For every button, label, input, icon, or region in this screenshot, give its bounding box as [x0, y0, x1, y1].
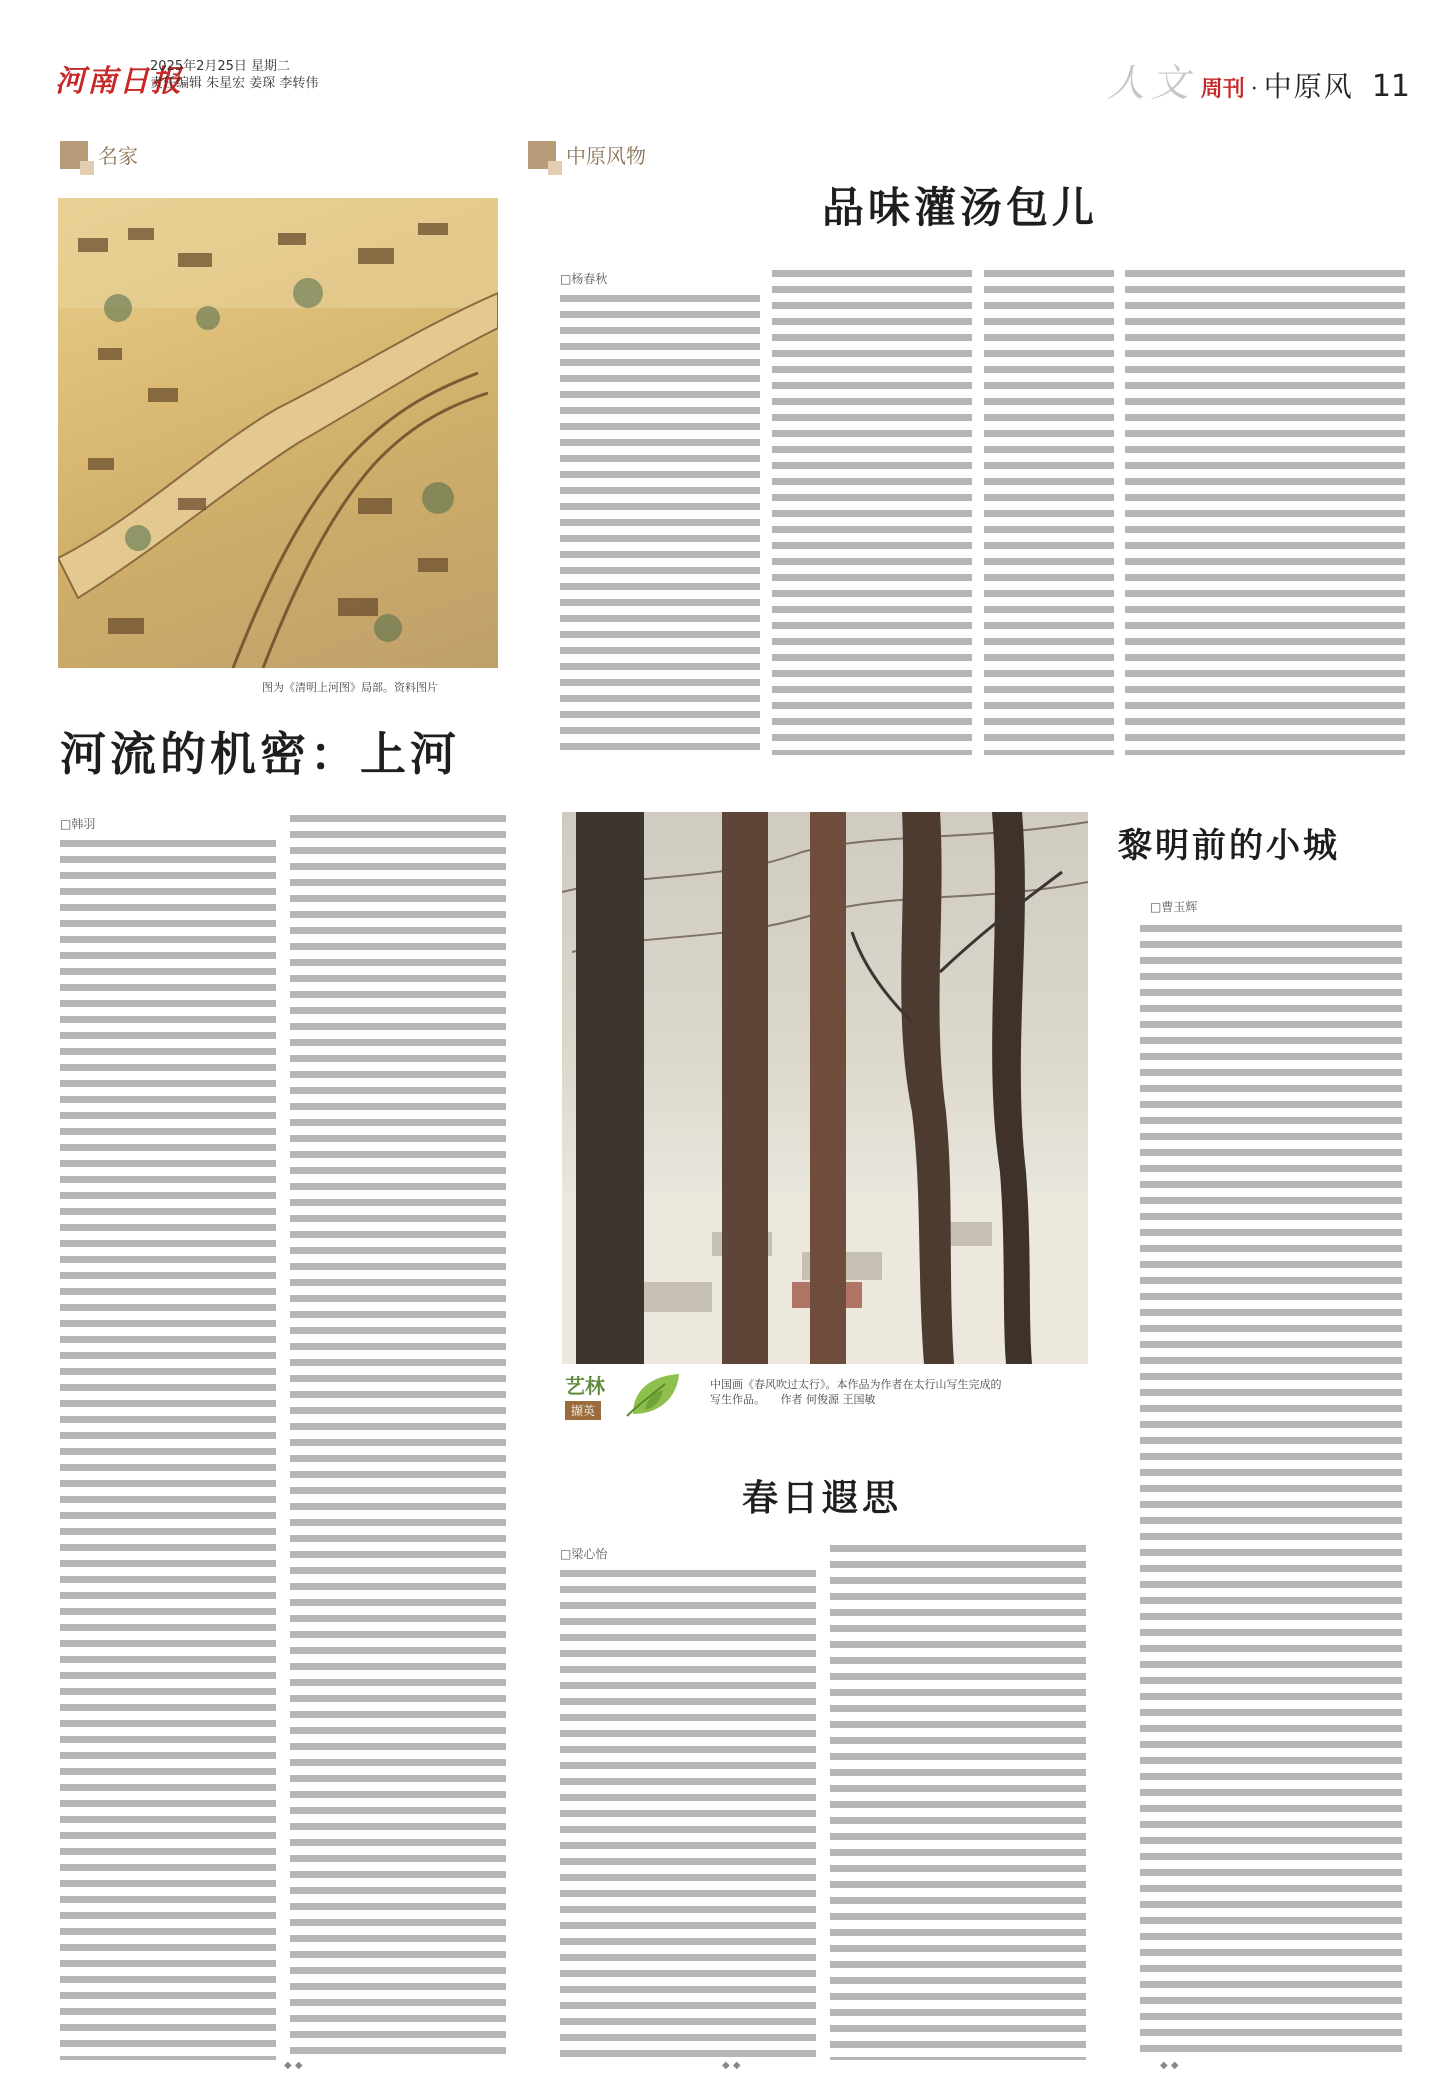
section-name: 中原风	[1263, 70, 1354, 103]
footer-mark-right: ◆ ◆	[1160, 2060, 1179, 2071]
art-label-box	[565, 1370, 685, 1422]
spring-article-body-col2	[830, 1545, 1086, 2060]
leaf-icon	[625, 1370, 685, 1418]
art-caption-line2-text: 写生作品。	[710, 1393, 765, 1406]
river-image-caption: 图为《清明上河图》局部。资料图片	[262, 681, 438, 694]
newspaper-logo: 河南日报	[55, 64, 183, 99]
river-article-byline: □韩羽	[60, 817, 96, 831]
section-tag-famous	[60, 140, 138, 169]
art-caption-line1: 中国画《春风吹过太行》。本作品为作者在太行山写生完成的	[710, 1378, 1002, 1391]
footer-mark-left: ◆ ◆	[284, 2060, 303, 2071]
art-caption	[710, 1377, 1090, 1407]
soup-article-byline: □杨春秋	[560, 272, 608, 286]
section-tag-label: 中原风物	[566, 144, 646, 168]
soup-article-body-col2	[772, 270, 972, 755]
soup-article-body-col1	[560, 295, 760, 755]
section-title: 人文	[1106, 61, 1195, 105]
town-article-title: 黎明前的小城	[1118, 826, 1340, 866]
section-tag-label: 名家	[98, 144, 138, 168]
section-icon	[528, 141, 556, 169]
town-article-body	[1140, 925, 1402, 2060]
masthead-separator: ·	[1250, 77, 1258, 102]
river-article-body-col2	[290, 815, 506, 2060]
editor-list: 责任编辑 朱星宏 姜琛 李转伟	[150, 76, 319, 91]
soup-article-title: 品味灌汤包儿	[822, 183, 1099, 232]
issue-date: 2025年2月25日 星期二	[150, 59, 291, 74]
painting-illustration	[58, 198, 498, 668]
art-caption-credit: 作者 何俊源 王国敏	[780, 1393, 876, 1406]
section-icon	[60, 141, 88, 169]
section-tag-local-customs	[528, 140, 646, 169]
page-masthead	[1107, 52, 1410, 107]
river-article-title: 河流的机密：上河	[60, 727, 460, 781]
soup-article-body-col3	[984, 270, 1114, 755]
qingming-painting-image	[58, 198, 498, 668]
spring-article-byline: □梁心怡	[560, 1547, 608, 1561]
page-number: 11	[1371, 69, 1410, 104]
trees-illustration	[562, 812, 1088, 1364]
town-article-byline: □曹玉辉	[1150, 900, 1198, 914]
footer-mark-center: ◆ ◆	[722, 2060, 741, 2071]
spring-article-title: 春日遐思	[742, 1477, 903, 1519]
spring-trees-painting	[562, 812, 1088, 1364]
art-label-sub: 撷英	[565, 1401, 601, 1420]
soup-article-body-col4	[1125, 270, 1405, 755]
art-caption-line2	[710, 1392, 1090, 1407]
spring-article-body-col1	[560, 1570, 816, 2060]
section-weekly: 周刊	[1200, 76, 1245, 102]
date-and-editors	[150, 58, 318, 92]
art-label-main: 艺林	[565, 1374, 605, 1398]
river-article-body-col1	[60, 840, 276, 2060]
